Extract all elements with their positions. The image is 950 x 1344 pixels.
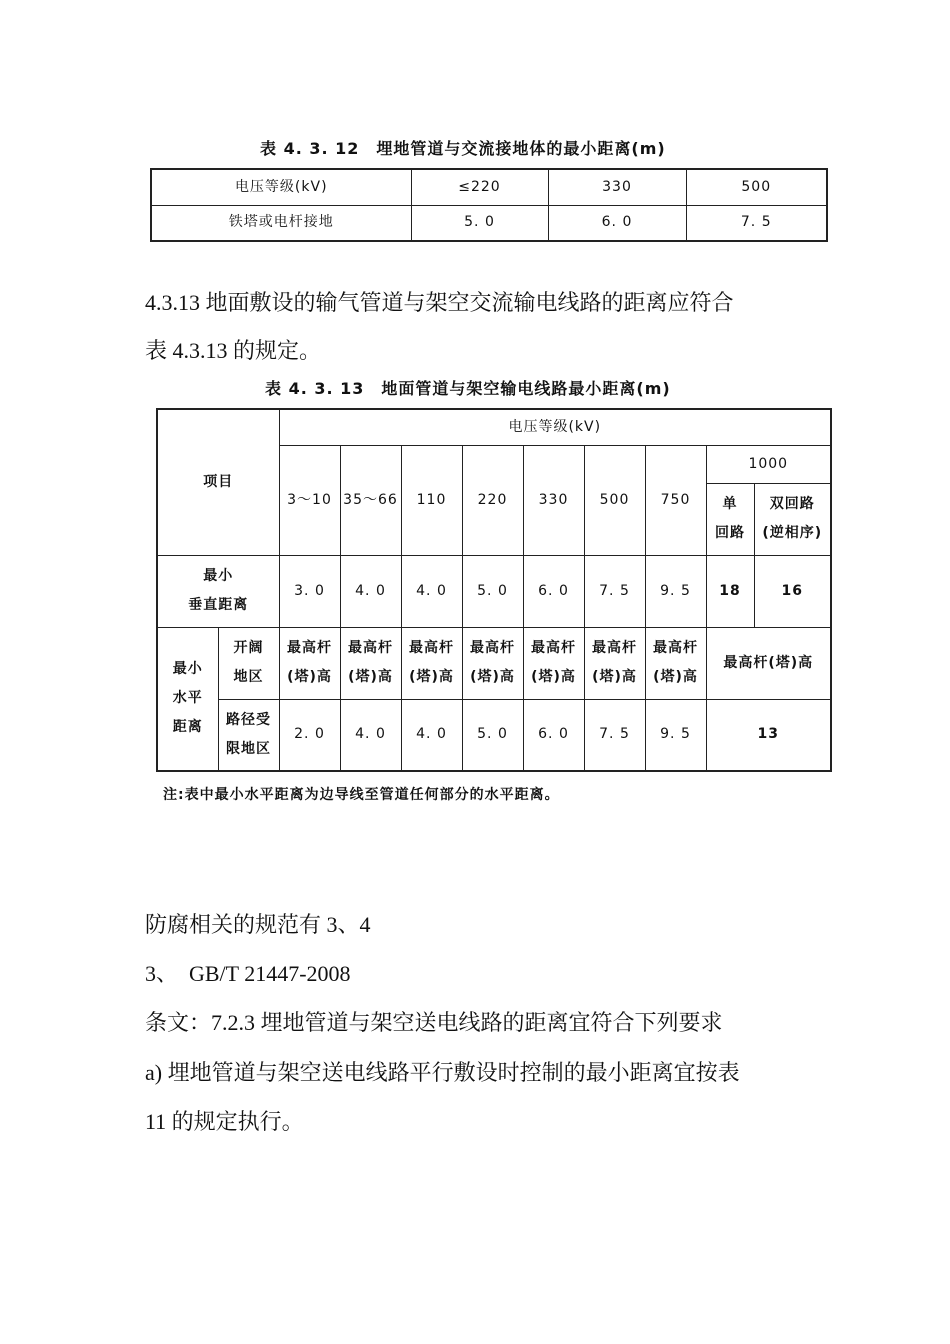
table-4-3-12-caption: 表 4. 3. 12 埋地管道与交流接地体的最小距离(m) bbox=[260, 139, 666, 158]
tower-line-2: (塔)高 bbox=[531, 669, 576, 685]
vertical-35-66: 4. 0 bbox=[340, 555, 401, 627]
open-area-line-1: 开阔 bbox=[233, 640, 264, 656]
open-110 bbox=[401, 627, 462, 699]
open-area-line-2: 地区 bbox=[233, 669, 264, 685]
value-330: 6. 0 bbox=[548, 205, 686, 241]
single-circuit bbox=[706, 483, 754, 555]
vertical-1000-single: 18 bbox=[706, 555, 754, 627]
restricted-110: 4. 0 bbox=[401, 699, 462, 771]
min-horizontal-distance-label bbox=[157, 627, 218, 771]
open-3-10 bbox=[279, 627, 340, 699]
tower-line-1: 最高杆 bbox=[653, 640, 698, 656]
tower-line-2: (塔)高 bbox=[287, 669, 332, 685]
open-35-66 bbox=[340, 627, 401, 699]
min-vertical-distance-label bbox=[157, 555, 279, 627]
tower-line-2: (塔)高 bbox=[592, 669, 637, 685]
vertical-label-line-1: 最小 bbox=[203, 568, 234, 584]
double-circuit bbox=[754, 483, 831, 555]
vertical-3-10: 3. 0 bbox=[279, 555, 340, 627]
single-circuit-line-1: 单 bbox=[722, 496, 738, 512]
table-4-3-13-caption: 表 4. 3. 13 地面管道与架空输电线路最小距离(m) bbox=[265, 379, 671, 398]
restricted-line-2: 限地区 bbox=[226, 740, 271, 757]
tower-line-2: (塔)高 bbox=[653, 669, 698, 685]
restricted-1000: 13 bbox=[706, 699, 831, 771]
item-label: 项目 bbox=[157, 409, 279, 555]
horizontal-label-line-1: 最小 bbox=[172, 661, 203, 678]
tower-line-1: 最高杆 bbox=[409, 640, 454, 656]
tower-line-1: 最高杆 bbox=[470, 640, 515, 656]
restricted-3-10: 2. 0 bbox=[279, 699, 340, 771]
row-tower-grounding: 铁塔或电杆接地 bbox=[151, 205, 411, 241]
tower-line-1: 最高杆 bbox=[287, 640, 332, 656]
voltage-35-66: 35～66 bbox=[340, 445, 401, 555]
value-500: 7. 5 bbox=[686, 205, 827, 241]
tower-line-1: 最高杆 bbox=[531, 640, 576, 656]
vertical-110: 4. 0 bbox=[401, 555, 462, 627]
tower-line-1: 最高杆 bbox=[592, 640, 637, 656]
paragraph-4-3-13: 4.3.13 地面敷设的输气管道与架空交流输电线路的距离应符合 bbox=[145, 290, 734, 315]
restricted-35-66: 4. 0 bbox=[340, 699, 401, 771]
vertical-1000-double: 16 bbox=[754, 555, 831, 627]
open-330 bbox=[523, 627, 584, 699]
voltage-500: 500 bbox=[584, 445, 645, 555]
open-750 bbox=[645, 627, 706, 699]
value-220: 5. 0 bbox=[411, 205, 548, 241]
double-circuit-line-2: (逆相序) bbox=[762, 525, 823, 541]
open-1000: 最高杆(塔)高 bbox=[706, 627, 831, 699]
paragraph-standards-intro: 防腐相关的规范有 3、4 bbox=[145, 912, 371, 937]
voltage-220: 220 bbox=[462, 445, 523, 555]
vertical-220: 5. 0 bbox=[462, 555, 523, 627]
table-note: 注:表中最小水平距离为边导线至管道任何部分的水平距离。 bbox=[163, 787, 560, 803]
header-le-220: ≤220 bbox=[411, 169, 548, 205]
paragraph-standard-code: 3、 GB/T 21447-2008 bbox=[145, 961, 351, 986]
restricted-750: 9. 5 bbox=[645, 699, 706, 771]
restricted-220: 5. 0 bbox=[462, 699, 523, 771]
tower-line-2: (塔)高 bbox=[409, 669, 454, 685]
table-4-3-12 bbox=[150, 168, 828, 242]
voltage-1000: 1000 bbox=[706, 445, 831, 483]
voltage-header: 电压等级(kV) bbox=[279, 409, 831, 445]
paragraph-item-a-cont: 11 的规定执行。 bbox=[145, 1109, 304, 1134]
vertical-750: 9. 5 bbox=[645, 555, 706, 627]
paragraph-item-a: a) 埋地管道与架空送电线路平行敷设时控制的最小距离宜按表 bbox=[145, 1060, 740, 1085]
vertical-500: 7. 5 bbox=[584, 555, 645, 627]
voltage-330: 330 bbox=[523, 445, 584, 555]
vertical-label-line-2: 垂直距离 bbox=[188, 597, 249, 613]
voltage-750: 750 bbox=[645, 445, 706, 555]
table-4-3-13 bbox=[156, 408, 832, 772]
paragraph-clause: 条文：7.2.3 埋地管道与架空送电线路的距离宜符合下列要求 bbox=[145, 1010, 723, 1035]
header-voltage-level: 电压等级(kV) bbox=[151, 169, 411, 205]
double-circuit-line-1: 双回路 bbox=[769, 496, 815, 512]
tower-line-2: (塔)高 bbox=[348, 669, 393, 685]
tower-line-2: (塔)高 bbox=[470, 669, 515, 685]
open-220 bbox=[462, 627, 523, 699]
header-330: 330 bbox=[548, 169, 686, 205]
horizontal-label-line-2: 水平 bbox=[172, 690, 203, 707]
restricted-area-label bbox=[218, 699, 279, 771]
tower-line-1: 最高杆 bbox=[348, 640, 393, 656]
restricted-330: 6. 0 bbox=[523, 699, 584, 771]
open-500 bbox=[584, 627, 645, 699]
vertical-330: 6. 0 bbox=[523, 555, 584, 627]
open-area-label bbox=[218, 627, 279, 699]
paragraph-4-3-13-cont: 表 4.3.13 的规定。 bbox=[145, 338, 322, 363]
voltage-3-10: 3～10 bbox=[279, 445, 340, 555]
header-500: 500 bbox=[686, 169, 827, 205]
single-circuit-line-2: 回路 bbox=[715, 525, 745, 541]
restricted-500: 7. 5 bbox=[584, 699, 645, 771]
restricted-line-1: 路径受 bbox=[226, 711, 271, 728]
horizontal-label-line-3: 距离 bbox=[172, 719, 203, 736]
voltage-110: 110 bbox=[401, 445, 462, 555]
